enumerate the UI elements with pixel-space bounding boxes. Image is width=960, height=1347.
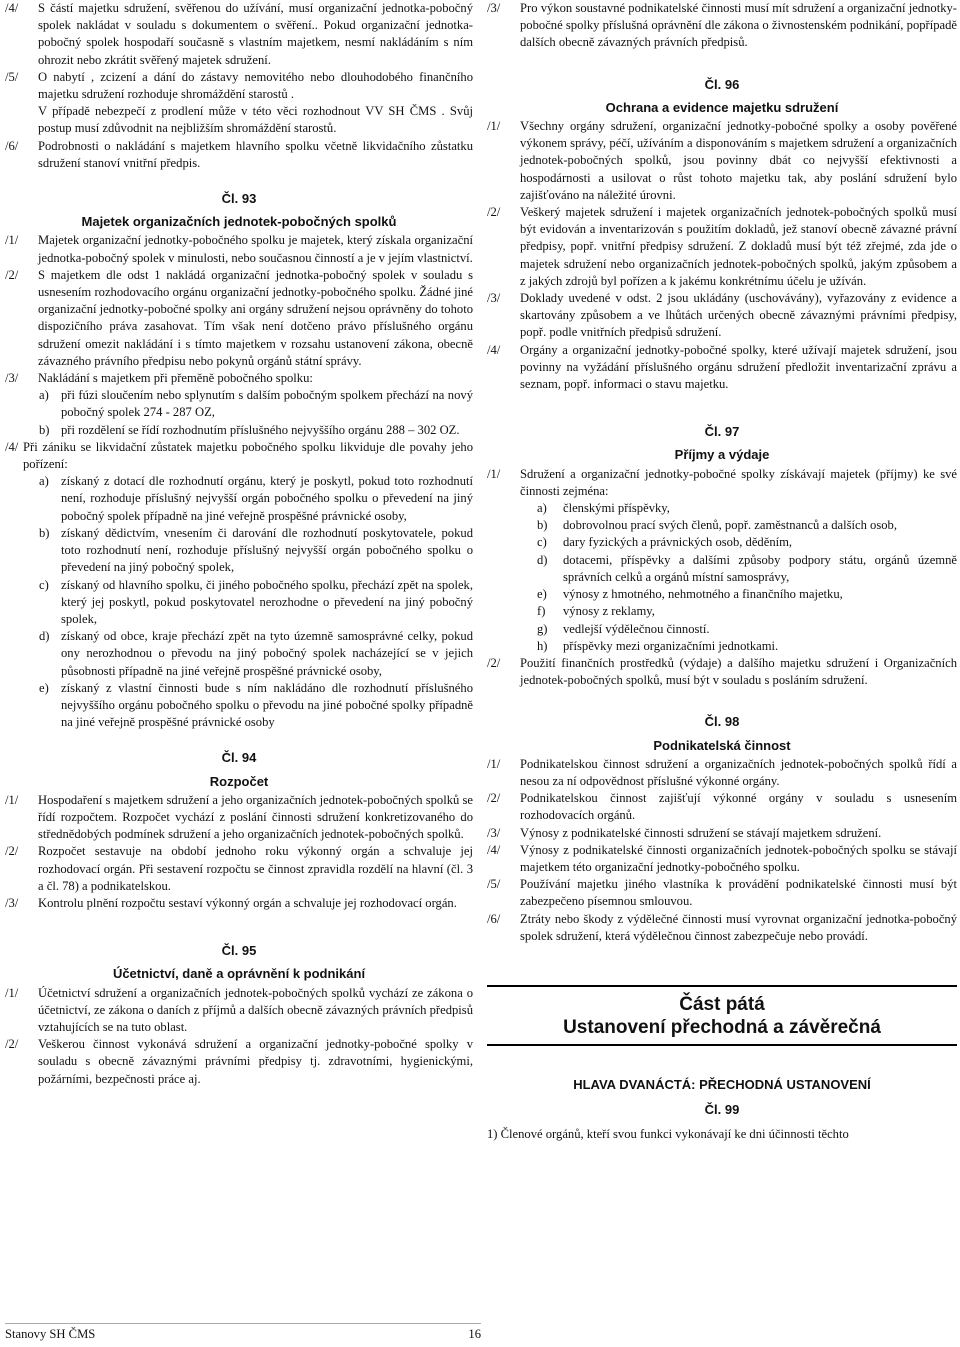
paragraph-text: 1) Členové orgánů, kteří svou funkci vykonávají ke dni účinnosti těchto [487,1127,849,1142]
paragraph [487,0,957,52]
paragraph-text: Výnosy z podnikatelské činnosti sdružení se stávají majetkem sdružení. [520,825,882,840]
paragraph-number: /1/ [5,233,19,248]
article-title: Podnikatelská činnost [653,737,791,753]
list-letter: e) [537,587,547,602]
list-item [537,552,957,586]
part-heading-box [487,985,957,1046]
article-number: Čl. 95 [221,943,257,959]
paragraph [487,290,957,342]
list-text: získaný z vlastní činnosti bude s ním nakládáno dle rozhodnutí příslušného nejvyššího orgánu pobočného spolku o převodu na jiné pobočné spolky případně na jiné veřejně prospěšné právnické osoby [61,680,473,730]
paragraph-text: Veškerý majetek sdružení i majetek organizačních jednotek-pobočných spolků musí být evidován a inventarizován s použitím dokladů, jež stanoví obecně závazné právní předpisy, popř. vnitřní předpisy sdružení. Z dokladů musí být též zřejmé, zda jde o majetek sdružení nebo organizačních jednotek-pobočných spolků, jakým způsobem a z jakých zdrojů byl pořízen a k jakému konkrétnímu účelu je užíván. [520,205,957,288]
list-item [39,628,473,680]
paragraph-text: Pro výkon soustavné podnikatelské činnosti musí mít sdružení a organizační jednotky-pobočné spolky příslušná oprávnění dle zákona o živnostenském podnikání, popřípadě dalších obecně závazných právních předpisů. [520,1,957,50]
paragraph-text: Rozpočet sestavuje na období jednoho roku výkonný orgán a schvaluje jej rozhodovací orgán. Při sestavení rozpočtu se činnost zpravidla rozdělí na hlavní (čl. 3 a čl. 78) a podnikatelskou. [38,844,473,893]
paragraph-text: S majetkem dle odst 1 nakládá organizační jednotka-pobočný spolek v souladu s usnesením rozhodovacího orgánu organizační jednotky-pobočného spolku. Žádné jiné organizační jednotky-pobočné spolky ani orgány sdružení nejsou oprávněny do tohoto dispozičního práva zasahovat. Tím však není dotčeno právo příslušného orgánu sdružení omezit nakládání i s tímto majetkem v rozsahu ustanovení zákona, obecně závazného právního předpisu nebo pokynů orgánů státní správy. [38,267,473,368]
paragraph-text: Ztráty nebo škody z výdělečné činnosti musí vyrovnat organizační jednotka-pobočný spolek sdružení, která výdělečnou činnost zabezpečuje nebo provádí. [520,911,957,943]
paragraph-number: /2/ [487,655,501,670]
list-text: získaný od hlavního spolku, či jiného pobočného spolku, přechází zpět na spolek, který jej poskytl, pokud poskytovatel nerozhodne o převedení na jiný pobočný spolek, [61,577,473,626]
paragraph-number: /4/ [487,842,501,857]
list-letter: a) [537,501,547,516]
list-item [39,525,473,577]
list-letter: d) [537,552,548,567]
paragraph-number: /3/ [487,1,501,15]
paragraph-number: /4/ [5,439,19,454]
paragraph-text: Hospodaření s majetkem sdružení a jeho organizačních jednotek-pobočných spolků se řídí rozpočtem. Rozpočet vychází z poslání činnosti sdružení konkretizovaného do střednědobých podmínek sdružení a jeho organizačních jednotek-pobočných spolků. [38,792,473,842]
paragraph [487,204,957,290]
list-item [39,680,473,732]
article-number: Čl. 97 [704,424,740,440]
list-letter: a) [39,474,49,489]
sub-list [537,500,957,655]
list-item [537,621,957,638]
list-letter: c) [537,535,547,550]
list-letter: f) [537,604,546,619]
article-number: Čl. 98 [704,714,740,730]
list-item [537,603,957,620]
article-number: Čl. 94 [221,750,257,766]
paragraph-text: Účetnictví sdružení a organizačních jednotek-pobočných spolků vychází ze zákona o účetnictví, ze zákona o daních z příjmů a dalších obecně závazných právních předpisů vztahujících se na tuto oblast. [38,985,473,1034]
article-title: Příjmy a výdaje [674,447,770,463]
list-letter: d) [39,629,50,644]
list-letter: c) [39,577,49,592]
paragraph [487,911,957,945]
paragraph [487,842,957,876]
paragraph-number: /2/ [487,791,501,806]
list-item [537,638,957,655]
list-text: dobrovolnou prací svých členů, popř. zaměstnanců a dalších osob, [563,518,897,533]
paragraph-number: /4/ [5,1,19,15]
paragraph [5,138,473,172]
paragraph [5,895,473,912]
list-letter: g) [537,621,548,636]
list-item [39,473,473,525]
list-item [537,500,957,517]
paragraph-text: Doklady uvedené v odst. 2 jsou ukládány (uschovávány), vyřazovány z evidence a skartovány způsobem a ve lhůtách určených obecně závaznými právními předpisy, popř. podle vnitřních předpisů sdružení. [520,291,957,340]
paragraph-number: /2/ [5,267,19,282]
list-letter: b) [39,525,50,540]
paragraph-number: /1/ [5,985,19,1000]
paragraph-text: Všechny orgány sdružení, organizační jednotky-pobočné spolky a osoby pověřené výkonem správy, péčí, užíváním a disponováním s majetkem sdružení a organizačních jednotek-pobočných spolků, jsou povinny dbát co nejvyšší efektivnosti a hospodárnosti a usilovat o růst tohoto majetku tak, aby poslání sdružení bylo zajišťováno na náležité úrovni. [520,119,957,202]
paragraph-number: /2/ [487,205,501,220]
paragraph-number: /3/ [487,825,501,840]
paragraph [5,267,473,370]
list-text: získaný dědictvím, vnesením či darování dle rozhodnutí poskytovatele, pokud toto rozhodnutí není, rozhoduje příslušný nejvyšší orgán pobočného spolku o převedení na jiný pobočný spolek, [61,525,473,575]
paragraph [5,843,473,895]
list-text: získaný od obce, kraje přechází zpět na tyto územně samosprávné celky, pokud ony nerozhodnou o převodu na jiný pobočný spolek nacházející se v jejich působnosti případně na jiné veřejně prospěšné právnické osoby, [61,629,473,678]
list-text: získaný z dotací dle rozhodnutí orgánu, který je poskytl, pokud toto rozhodnutí není, rozhoduje příslušný nejvyšší orgán pobočného spolku o převedení na jiný pobočný spolek případně na jiné veřejně prospěšné právnické osoby, [61,474,473,523]
paragraph [487,342,957,394]
list-text: příspěvky mezi organizačními jednotkami. [563,638,779,653]
paragraph [487,876,957,910]
paragraph-text: Kontrolu plnění rozpočtu sestaví výkonný orgán a schvaluje jej rozhodovací orgán. [38,895,457,910]
footer-document-name: Stanovy SH ČMS [5,1327,96,1341]
paragraph [487,655,957,689]
paragraph-text: Majetek organizační jednotky-pobočného spolku je majetek, který získala organizační jednotka-pobočný spolek v minulosti, nebo současnou činností a je v jejím vlastnictví. [38,233,473,265]
footer-divider [5,1323,481,1324]
paragraph [5,439,473,473]
hlava-heading: HLAVA DVANÁCTÁ: PŘECHODNÁ USTANOVENÍ [573,1076,871,1092]
sub-list [39,473,473,731]
paragraph-text: Používání majetku jiného vlastníka k provádění podnikatelské činnosti musí být zabezpečeno písemnou smlouvou. [520,877,957,909]
paragraph [5,232,473,266]
paragraph [5,370,473,387]
list-text: při rozdělení se řídí rozhodnutím příslušného nejvyššího orgánu 288 – 302 OZ. [61,422,460,437]
list-text: výnosy z hmotného, nehmotného a finančního majetku, [563,587,843,602]
list-letter: e) [39,680,49,695]
article-title: Rozpočet [209,773,269,789]
list-letter: h) [537,638,548,653]
paragraph-text: Podnikatelskou činnost sdružení a organizačních jednotek-pobočných spolků řídí a nesou za ní odpovědnost příslušné výkonné orgány. [520,756,957,788]
paragraph-number: /1/ [487,119,501,134]
paragraph [487,118,957,204]
paragraph-text: Orgány a organizační jednotky-pobočné spolky, které užívají majetek sdružení, jsou povinny na vyžádání příslušného orgánu sdružení předložit inventarizační zprávu a seznam, popř. informaci o stavu majetku. [520,342,957,392]
list-item [39,422,473,439]
paragraph-number: /2/ [5,844,19,859]
paragraph-text: Výnosy z podnikatelské činnosti organizačních jednotek-pobočných spolku se stávají majetkem této organizační jednotky-pobočného spolku. [520,842,957,874]
paragraph-number: /6/ [5,138,19,153]
paragraph-text: S částí majetku sdružení, svěřenou do užívání, musí organizační jednotka-pobočný spolek nakládat v souladu s dokumentem o svěření.. Pokud organizační jednotka-pobočný spolek hospodaří současně s vlastním majetkem, nesmí nakládáním s ním ohrozit nebo zkrátit svěřený majetek sdružení. [38,1,473,67]
paragraph [487,790,957,824]
paragraph-number: /1/ [487,466,501,481]
article-title: Účetnictví, daně a oprávnění k podnikání [112,966,366,982]
paragraph-text: Nakládání s majetkem při přeměně pobočného spolku: [38,371,313,386]
paragraph-number: /1/ [5,792,19,807]
paragraph [487,466,957,500]
paragraph-number: /5/ [5,69,19,84]
list-item [537,517,957,534]
part-subtitle: Ustanovení přechodná a závěrečná [487,1016,957,1046]
left-column [5,0,473,1088]
paragraph-number: /3/ [5,895,19,910]
paragraph [5,69,473,138]
right-column [487,0,957,1144]
paragraph-number: /5/ [487,877,501,892]
paragraph-text: Veškerou činnost vykonává sdružení a organizační jednotky-pobočné spolky v souladu s obecně závaznými právními předpisy tj. zdravotními, hygienickými, požárními, bezpečnosti práce aj. [38,1037,473,1086]
list-item [537,534,957,551]
list-item [537,586,957,603]
part-title: Část pátá [679,993,765,1015]
paragraph-text: Použití finančních prostředků (výdaje) a dalšího majetku sdružení i Organizačních jednotek-pobočných spolků, musí být v souladu s posláním sdružení. [520,655,957,688]
list-letter: a) [39,388,49,403]
paragraph-number: /6/ [487,911,501,926]
list-text: dotacemi, příspěvky a dalšími způsoby podpory státu, orgánů územně správních celků a orgánů místní samosprávy, [563,552,957,584]
sub-list [39,387,473,439]
article-number: Čl. 99 [704,1102,740,1118]
paragraph [5,985,473,1037]
list-text: členskými příspěvky, [563,501,670,516]
paragraph-number: /1/ [487,756,501,771]
list-item [39,387,473,421]
paragraph [5,0,473,69]
list-text: při fúzi sloučením nebo splynutím s dalším pobočným spolkem přechází na nový pobočný spolek 274 - 287 OZ, [61,388,473,420]
paragraph [5,1036,473,1088]
paragraph-number: /2/ [5,1037,19,1052]
paragraph-number: /4/ [487,342,501,357]
article-title: Ochrana a evidence majetku sdružení [605,99,839,115]
paragraph-text: Sdružení a organizační jednotky-pobočné spolky získávají majetek (příjmy) ke své činnosti zejména: [520,466,957,498]
paragraph-text: V případě nebezpečí z prodlení může v této věci rozhodnout VV SH ČMS . Svůj postup musí zdůvodnit na nejbližším shromáždění starostů. [38,104,473,136]
list-item [39,577,473,629]
paragraph-number: /3/ [5,371,19,386]
list-text: vedlejší výdělečnou činností. [563,621,710,636]
paragraph-number: /3/ [487,291,501,306]
article-number: Čl. 93 [221,191,257,207]
list-text: dary fyzických a právnických osob, děděním, [563,535,793,550]
paragraph [487,756,957,790]
paragraph-text: Podrobnosti o nakládání s majetkem hlavního spolku včetně likvidačního zůstatku sdružení stanoví vnitřní předpis. [38,138,473,170]
page-number: 16 [468,1327,481,1341]
page-footer [5,1326,481,1343]
paragraph [487,825,957,842]
paragraph [5,792,473,844]
paragraph-text: Podnikatelskou činnost zajišťují výkonné orgány v souladu s usnesením rozhodovacích orgánů. [520,791,957,823]
paragraph-text-wrap [38,69,473,138]
paragraph-text: O nabytí , zcizení a dání do zástavy nemovitého nebo dlouhodobého finančního majetku sdružení rozhoduje shromáždění starostů . [38,69,473,102]
paragraph-text: Při zániku se likvidační zůstatek majetku pobočného spolku likviduje dle povahy jeho pořízení: [23,439,473,472]
list-letter: b) [537,518,548,533]
article-title: Majetek organizačních jednotek-pobočných spolků [81,214,397,230]
article-number: Čl. 96 [704,76,740,92]
list-text: výnosy z reklamy, [563,604,655,619]
list-letter: b) [39,422,50,437]
